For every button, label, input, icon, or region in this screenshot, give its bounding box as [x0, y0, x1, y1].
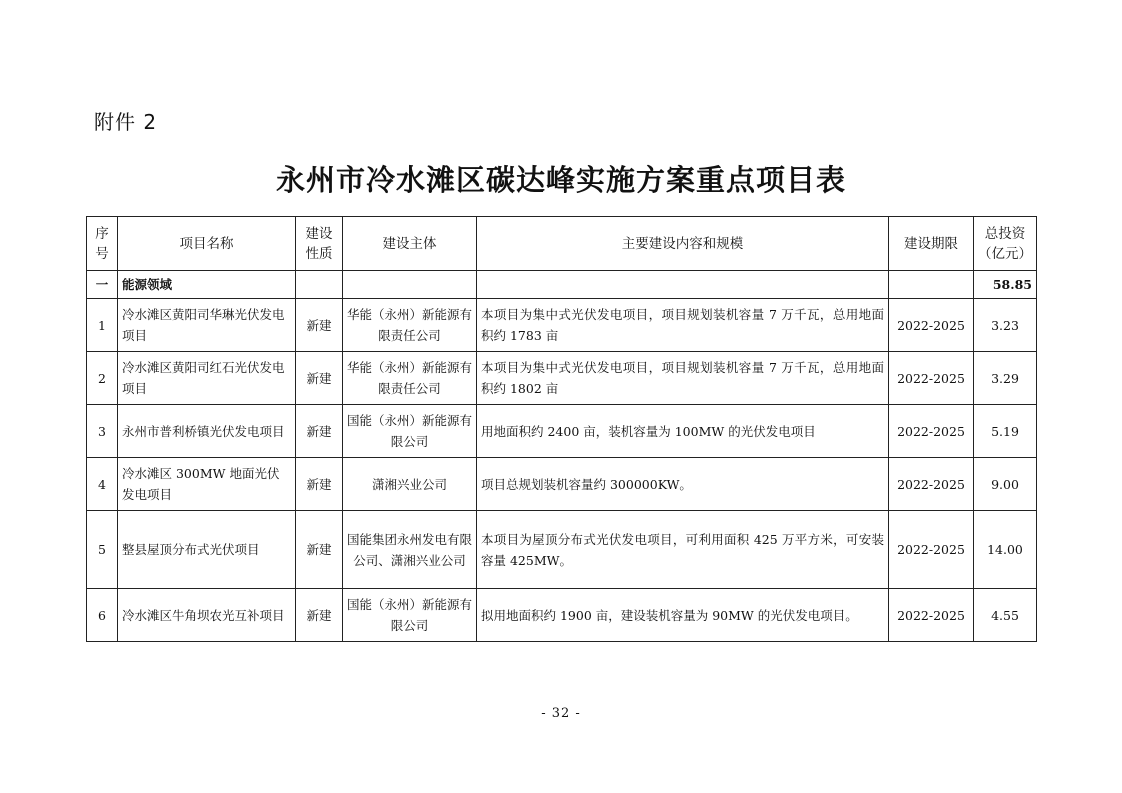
row-content: 本项目为集中式光伏发电项目，项目规划装机容量 7 万千瓦，总用地面积约 1802 亩 [477, 352, 889, 405]
table-row [87, 405, 1037, 458]
section-total: 58.85 [974, 271, 1037, 299]
section-empty-cell [889, 271, 974, 299]
row-investment: 5.19 [974, 405, 1037, 458]
table-row [87, 589, 1037, 642]
header-project-name: 项目名称 [118, 217, 296, 271]
row-project-name: 整县屋顶分布式光伏项目 [118, 511, 296, 589]
section-empty-cell [296, 271, 343, 299]
header-period: 建设期限 [889, 217, 974, 271]
row-owner: 国能（永州）新能源有限公司 [343, 589, 477, 642]
row-project-name: 冷水滩区 300MW 地面光伏发电项目 [118, 458, 296, 511]
row-period: 2022-2025 [889, 511, 974, 589]
row-index: 4 [87, 458, 118, 511]
row-index: 3 [87, 405, 118, 458]
row-investment: 3.23 [974, 299, 1037, 352]
row-content: 用地面积约 2400 亩，装机容量为 100MW 的光伏发电项目 [477, 405, 889, 458]
row-investment: 9.00 [974, 458, 1037, 511]
key-projects-table [86, 216, 1037, 642]
section-row-energy [87, 271, 1037, 299]
table-row [87, 458, 1037, 511]
row-investment: 3.29 [974, 352, 1037, 405]
table-header-row [87, 217, 1037, 271]
row-owner: 潇湘兴业公司 [343, 458, 477, 511]
row-investment: 4.55 [974, 589, 1037, 642]
table-row [87, 352, 1037, 405]
row-index: 6 [87, 589, 118, 642]
table-row [87, 299, 1037, 352]
row-nature: 新建 [296, 511, 343, 589]
row-content: 本项目为屋顶分布式光伏发电项目，可利用面积 425 万平方米，可安装容量 425MW。 [477, 511, 889, 589]
section-empty-cell [477, 271, 889, 299]
row-owner: 国能集团永州发电有限公司、潇湘兴业公司 [343, 511, 477, 589]
section-index: 一 [87, 271, 118, 299]
document-title: 永州市冷水滩区碳达峰实施方案重点项目表 [275, 163, 846, 197]
row-nature: 新建 [296, 405, 343, 458]
row-owner: 华能（永州）新能源有限责任公司 [343, 299, 477, 352]
row-period: 2022-2025 [889, 299, 974, 352]
row-index: 1 [87, 299, 118, 352]
row-owner: 国能（永州）新能源有限公司 [343, 405, 477, 458]
row-index: 2 [87, 352, 118, 405]
row-investment: 14.00 [974, 511, 1037, 589]
header-index: 序号 [87, 217, 118, 271]
page-number: - 32 - [541, 706, 581, 721]
header-nature: 建设性质 [296, 217, 343, 271]
row-nature: 新建 [296, 299, 343, 352]
header-investment: 总投资（亿元） [974, 217, 1037, 271]
row-nature: 新建 [296, 589, 343, 642]
row-period: 2022-2025 [889, 589, 974, 642]
header-content: 主要建设内容和规模 [477, 217, 889, 271]
row-project-name: 冷水滩区黄阳司红石光伏发电项目 [118, 352, 296, 405]
section-label: 能源领域 [118, 271, 296, 299]
row-period: 2022-2025 [889, 458, 974, 511]
row-nature: 新建 [296, 458, 343, 511]
section-empty-cell [343, 271, 477, 299]
row-nature: 新建 [296, 352, 343, 405]
table-row [87, 511, 1037, 589]
row-content: 本项目为集中式光伏发电项目，项目规划装机容量 7 万千瓦，总用地面积约 1783 亩 [477, 299, 889, 352]
header-owner: 建设主体 [343, 217, 477, 271]
attachment-label: 附件 2 [94, 110, 158, 134]
row-project-name: 永州市普利桥镇光伏发电项目 [118, 405, 296, 458]
row-project-name: 冷水滩区黄阳司华琳光伏发电项目 [118, 299, 296, 352]
row-owner: 华能（永州）新能源有限责任公司 [343, 352, 477, 405]
row-project-name: 冷水滩区牛角坝农光互补项目 [118, 589, 296, 642]
row-content: 拟用地面积约 1900 亩，建设装机容量为 90MW 的光伏发电项目。 [477, 589, 889, 642]
row-period: 2022-2025 [889, 405, 974, 458]
row-period: 2022-2025 [889, 352, 974, 405]
row-content: 项目总规划装机容量约 300000KW。 [477, 458, 889, 511]
row-index: 5 [87, 511, 118, 589]
